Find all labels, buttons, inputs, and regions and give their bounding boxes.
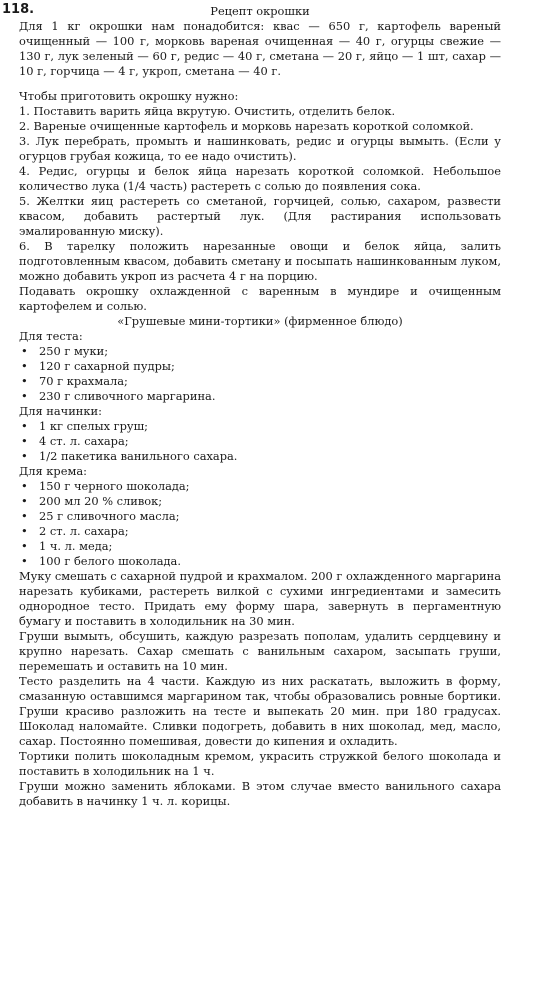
spacer — [19, 79, 501, 89]
okroshka-step: 6. В тарелку положить нарезанные овощи и белок яйца, залить подготовленным квасом, добавить сметану и посыпать нашинкованным луком, можно добавить укроп из расчета 4 г на порцию. — [19, 239, 501, 283]
okroshka-step: 3. Лук перебрать, промыть и нашинковать, редис и огурцы вымыть. (Если у огурцов грубая кожица, то ее надо очистить). — [19, 134, 501, 163]
okroshka-step: 1. Поставить варить яйца вкрутую. Очистить, отделить белок. — [19, 104, 396, 118]
list-item: • 1 кг спелых груш; — [19, 419, 501, 434]
okroshka-step: 5. Желтки яиц растереть со сметаной, горчицей, солью, сахаром, развести квасом, добавить растертый лук. (Для растирания использовать эмалированную миску). — [19, 194, 501, 238]
okroshka-ingredients: Для 1 кг окрошки нам понадобится: квас — 650 г, картофель вареный очищенный — 100 г, морковь вареная очищенная — 40 г, огурцы свежие — 130 г, лук зеленый — 60 г, редис — 40 г, сметана — 20 г, яйцо — 1 шт, сахар — 10 г, горчица — 4 г, укроп, сметана — 40 г. — [19, 19, 501, 78]
filling-label: Для начинки: — [19, 404, 102, 418]
tortiki-title: «Грушевые мини-тортики» (фирменное блюдо) — [117, 314, 403, 328]
list-item: • 230 г сливочного маргарина. — [19, 389, 501, 404]
list-item: • 4 ст. л. сахара; — [19, 434, 501, 449]
list-item: • 250 г муки; — [19, 344, 501, 359]
cream-label: Для крема: — [19, 464, 87, 478]
document-content — [19, 4, 501, 809]
list-item: • 1/2 пакетика ванильного сахара. — [19, 449, 501, 464]
tortiki-paragraph: Груши вымыть, обсушить, каждую разрезать пополам, удалить сердцевину и крупно нарезать. Сахар смешать с ванильным сахаром, засыпать груши, перемешать и оставить на 10 мин. — [19, 629, 501, 673]
list-item: • 1 ч. л. меда; — [19, 539, 501, 554]
list-item: • 120 г сахарной пудры; — [19, 359, 501, 374]
okroshka-title: Рецепт окрошки — [210, 4, 310, 18]
tortiki-paragraph: Груши можно заменить яблоками. В этом случае вместо ванильного сахара добавить в начинку 1 ч. л. корицы. — [19, 779, 501, 808]
list-item: • 2 ст. л. сахара; — [19, 524, 501, 539]
tortiki-paragraph: Тортики полить шоколадным кремом, украсить стружкой белого шоколада и поставить в холодильник на 1 ч. — [19, 749, 501, 778]
dough-list — [19, 344, 501, 404]
list-item: • 25 г сливочного масла; — [19, 509, 501, 524]
tortiki-paragraph: Тесто разделить на 4 части. Каждую из них раскатать, выложить в форму, смазанную оставшимся маргарином так, чтобы образовались ровные бортики. Груши красиво разложить на тесте и выпекать 20 мин. при 180 градусах. Шоколад наломайте. Сливки подогреть, добавить в них шоколад, мед, масло, сахар. Постоянно помешивая, довести до кипения и охладить. — [19, 674, 501, 748]
filling-list — [19, 419, 501, 464]
list-item: • 150 г черного шоколада; — [19, 479, 501, 494]
dough-label: Для теста: — [19, 329, 83, 343]
cream-list — [19, 479, 501, 569]
okroshka-step: 2. Вареные очищенные картофель и морковь нарезать короткой соломкой. — [19, 119, 474, 133]
tortiki-paragraph: Муку смешать с сахарной пудрой и крахмалом. 200 г охлажденного маргарина нарезать кубиками, растереть вилкой с сухими ингредиентами и замесить однородное тесто. Придать ему форму шара, завернуть в пергаментную бумагу и поставить в холодильник на 30 мин. — [19, 569, 501, 628]
okroshka-step: 4. Редис, огурцы и белок яйца нарезать короткой соломкой. Небольшое количество лука (1/4 часть) растереть с солью до появления сока. — [19, 164, 501, 193]
list-item: • 200 мл 20 % сливок; — [19, 494, 501, 509]
list-item: • 70 г крахмала; — [19, 374, 501, 389]
list-item: • 100 г белого шоколада. — [19, 554, 501, 569]
okroshka-intro: Чтобы приготовить окрошку нужно: — [19, 89, 239, 103]
okroshka-serving: Подавать окрошку охлажденной с варенным в мундире и очищенным картофелем и солью. — [19, 284, 501, 313]
task-number: 118. — [2, 2, 35, 17]
